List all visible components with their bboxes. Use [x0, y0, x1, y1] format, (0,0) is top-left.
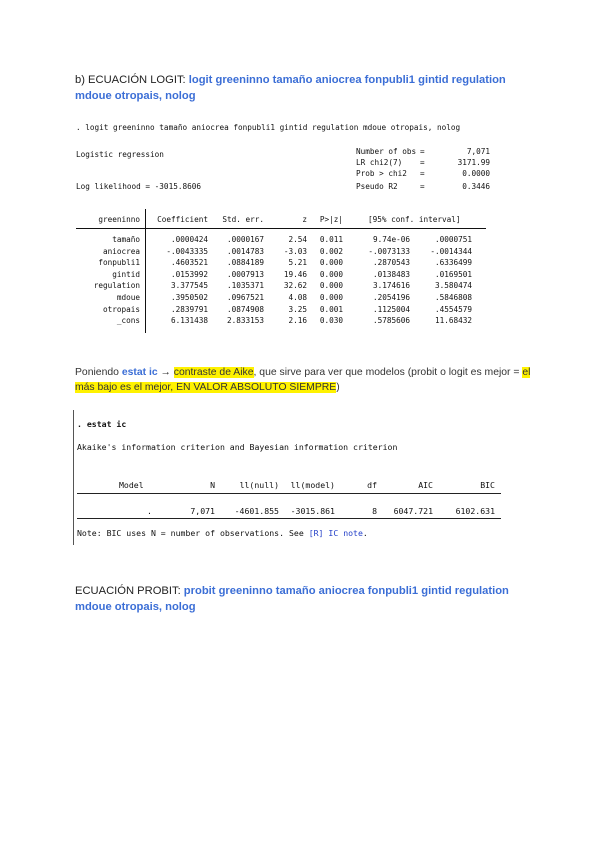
bic-note: Note: BIC uses N = number of observations. See [R] IC note.: [77, 528, 368, 538]
table-bottom-rule: [77, 518, 501, 519]
col-ll-model: ll(model): [290, 480, 335, 490]
table-cell-coef: 3.377545: [170, 281, 208, 291]
table-cell-hi: .5846808: [434, 293, 472, 302]
table-horizontal-rule: [76, 228, 486, 229]
para-highlight-rule: el más bajo es el mejor, EN VALOR ABSOLUTO SIEMPRE: [75, 367, 531, 393]
table-cell-lo: .0138483: [372, 269, 410, 279]
para-arrow: →: [157, 367, 174, 378]
table-cell-se: .0007913: [226, 269, 264, 279]
table-cell-coef: .0000424: [170, 235, 208, 244]
stat-number-of-obs-value: 7,071: [466, 147, 490, 156]
col-model: Model: [119, 480, 144, 490]
probit-heading: [75, 583, 535, 615]
table-cell-hi: -.0014344: [430, 246, 472, 256]
table-cell-p: 0.000: [319, 269, 343, 279]
table-cell-var: gintid: [112, 269, 140, 279]
col-df: df: [367, 480, 377, 490]
para-command: estat ic: [121, 367, 158, 378]
stat-pseudo-r2-value: 0.3446: [462, 182, 490, 191]
table-cell-var: tamaño: [112, 235, 140, 244]
table-cell-lo: .1125004: [372, 304, 410, 314]
stat-prob-chi2-value: 0.0000: [462, 169, 490, 178]
row-bic: 6102.631: [455, 506, 495, 516]
table-cell-z: 2.54: [288, 235, 307, 244]
table-cell-coef: -.0043335: [166, 246, 208, 256]
col-header-se: Std. err.: [222, 215, 264, 224]
table-cell-var: otropais: [102, 304, 140, 314]
row-ll-model: -3015.861: [290, 506, 335, 516]
table-cell-lo: 9.74e-06: [372, 235, 410, 244]
logit-title: Logistic regression: [76, 150, 164, 159]
table-header-rule: [77, 493, 501, 494]
stat-prob-chi2: Prob > chi2: [356, 169, 407, 178]
table-cell-se: .0000167: [226, 235, 264, 244]
table-cell-se: .0967521: [226, 293, 264, 302]
table-cell-se: .0874908: [226, 304, 264, 314]
stat-eq: =: [420, 182, 425, 191]
table-cell-coef: .2839791: [170, 304, 208, 314]
logit-command-line: . logit greeninno tamaño aniocrea fonpubli1 gintid regulation mdoue otropais, nolog: [76, 123, 461, 132]
row-aic: 6047.721: [393, 506, 433, 516]
table-cell-var: aniocrea: [102, 246, 140, 256]
table-cell-p: 0.002: [319, 246, 343, 256]
table-cell-z: 4.08: [288, 293, 307, 302]
table-cell-se: .1035371: [226, 281, 264, 291]
table-cell-coef: .3950502: [170, 293, 208, 302]
col-bic: BIC: [480, 480, 495, 490]
table-cell-p: 0.000: [319, 258, 343, 268]
table-cell-coef: 6.131438: [170, 316, 208, 326]
table-cell-lo: .2870543: [372, 258, 410, 268]
row-ll-null: -4601.855: [234, 506, 279, 516]
para-highlight-aike: contraste de Aike: [173, 367, 254, 378]
col-header-coef: Coefficient: [157, 215, 208, 224]
probit-heading-command: probit greeninno tamaño aniocrea fonpubli1 gintid regulation mdoue otropais, nolog: [75, 585, 509, 613]
table-cell-hi: .4554579: [434, 304, 472, 314]
logit-heading-command: logit greeninno tamaño aniocrea fonpubli1 gintid regulation mdoue otropais, nolog: [75, 74, 506, 102]
table-cell-p: 0.000: [319, 281, 343, 291]
stat-lr-chi2-value: 3171.99: [457, 158, 490, 167]
table-cell-hi: .6336499: [434, 258, 472, 268]
estat-ic-output: [73, 410, 505, 545]
stat-eq: =: [420, 158, 425, 167]
table-cell-var: _cons: [116, 316, 140, 326]
table-cell-hi: 3.580474: [434, 281, 472, 291]
row-n: 7,071: [190, 506, 215, 516]
probit-heading-prefix: ECUACIÓN PROBIT:: [75, 585, 184, 597]
table-cell-hi: .0000751: [434, 235, 472, 244]
col-header-variable: greeninno: [98, 215, 140, 224]
table-cell-z: 5.21: [288, 258, 307, 268]
ic-note-link[interactable]: [R] IC note: [308, 528, 363, 538]
table-cell-lo: .2054196: [372, 293, 410, 302]
estat-title: Akaike's information criterion and Bayesian information criterion: [77, 442, 398, 452]
table-cell-z: 3.25: [288, 304, 307, 314]
table-cell-z: 32.62: [283, 281, 307, 291]
col-n: N: [210, 480, 215, 490]
stat-number-of-obs: Number of obs: [356, 147, 417, 156]
logit-heading: [75, 72, 535, 104]
logit-heading-prefix: b) ECUACIÓN LOGIT:: [75, 74, 189, 86]
col-header-p: P>|z|: [319, 215, 343, 224]
table-cell-p: 0.001: [319, 304, 343, 314]
table-cell-z: 2.16: [288, 316, 307, 326]
table-cell-se: 2.833153: [226, 316, 264, 326]
table-cell-lo: -.0073133: [368, 246, 410, 256]
stat-lr-chi2: LR chi2(7): [356, 158, 403, 167]
row-df: 8: [372, 506, 377, 516]
estat-command: . estat ic: [77, 419, 127, 429]
para-text: Poniendo: [75, 367, 122, 378]
table-cell-z: -3.03: [283, 246, 307, 256]
table-cell-hi: 11.68432: [434, 316, 472, 326]
col-header-ci: [95% conf. interval]: [368, 215, 461, 224]
table-cell-hi: .0169501: [434, 269, 472, 279]
table-cell-var: mdoue: [116, 293, 140, 302]
table-cell-lo: .5785606: [372, 316, 410, 326]
table-cell-p: 0.000: [319, 293, 343, 302]
table-cell-var: fonpubli1: [98, 258, 140, 268]
para-text: , que sirve para ver que modelos (probit o logit es mejor =: [253, 367, 523, 378]
col-ll-null: ll(null): [239, 480, 279, 490]
output-left-rule: [73, 410, 74, 545]
col-header-z: z: [302, 215, 307, 224]
table-cell-p: 0.011: [319, 235, 343, 244]
table-cell-se: .0884189: [226, 258, 264, 268]
stat-eq: =: [420, 169, 425, 178]
table-cell-lo: 3.174616: [372, 281, 410, 291]
stat-pseudo-r2: Pseudo R2: [356, 182, 398, 191]
table-cell-coef: .0153992: [170, 269, 208, 279]
para-text: ): [336, 382, 340, 393]
row-model: .: [147, 506, 152, 516]
stat-eq: =: [420, 147, 425, 156]
estat-explanation: [75, 365, 535, 395]
col-aic: AIC: [418, 480, 433, 490]
table-cell-z: 19.46: [283, 269, 307, 279]
table-cell-se: .0014783: [226, 246, 264, 256]
table-cell-var: regulation: [93, 281, 140, 291]
table-cell-p: 0.030: [319, 316, 343, 326]
table-cell-coef: .4603521: [170, 258, 208, 268]
logit-log-likelihood: Log likelihood = -3015.8606: [76, 182, 201, 191]
